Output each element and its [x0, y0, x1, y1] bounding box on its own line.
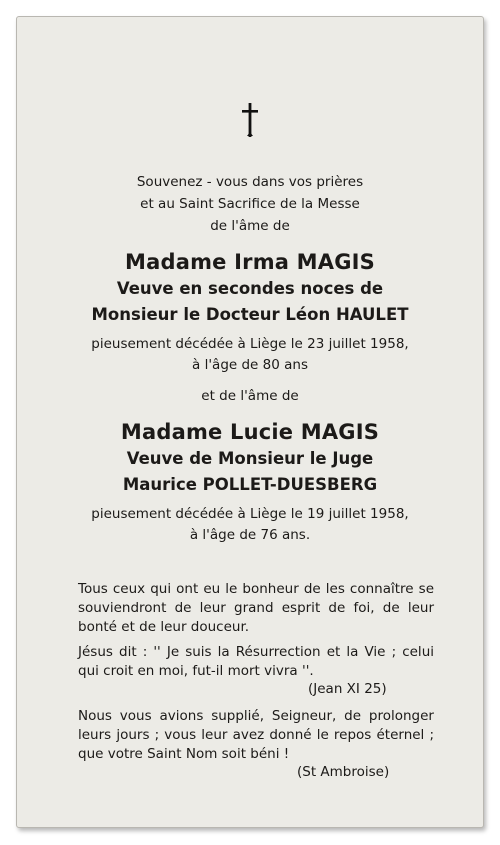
tribute-paragraph: Tous ceux qui ont eu le bonheur de les connaître se souviendront de leur grand esprit de foi, de leur bonté et de leur douceur.	[78, 581, 434, 635]
person1-death: pieusement décédée à Liège le 23 juillet 1958,	[91, 336, 409, 352]
person1-relation: Veuve en secondes noces de	[116, 279, 384, 298]
intro-line-1: Souvenez - vous dans vos prières	[136, 174, 364, 190]
quote-ambroise: Nous vous avions supplié, Seigneur, de prolonger leurs jours ; vous leur avez donné le repos éternel ; que votre Saint Nom soit béni !	[78, 708, 434, 762]
person2-husband: Maurice POLLET-DUESBERG	[122, 475, 378, 494]
person2-name: Madame Lucie MAGIS	[120, 420, 380, 444]
connector-text: et de l'âme de	[201, 388, 299, 404]
cross-icon	[240, 102, 260, 138]
person1-name: Madame Irma MAGIS	[125, 250, 375, 274]
person2-age: à l'âge de 76 ans.	[189, 527, 311, 543]
person1-husband: Monsieur le Docteur Léon HAULET	[91, 305, 409, 324]
quote-ambroise-reference: (St Ambroise)	[297, 764, 390, 780]
intro-line-3: de l'âme de	[210, 218, 290, 234]
person2-relation: Veuve de Monsieur le Juge	[126, 449, 374, 468]
person2-death: pieusement décédée à Liège le 19 juillet 1958,	[91, 506, 409, 522]
quote-jesus-reference: (Jean XI 25)	[308, 681, 387, 697]
quote-jesus: Jésus dit : '' Je suis la Résurrection et la Vie ; celui qui croit en moi, fut-il mort vivra ''.	[78, 644, 434, 679]
person1-age: à l'âge de 80 ans	[192, 357, 308, 373]
intro-line-2: et au Saint Sacrifice de la Messe	[140, 196, 360, 212]
